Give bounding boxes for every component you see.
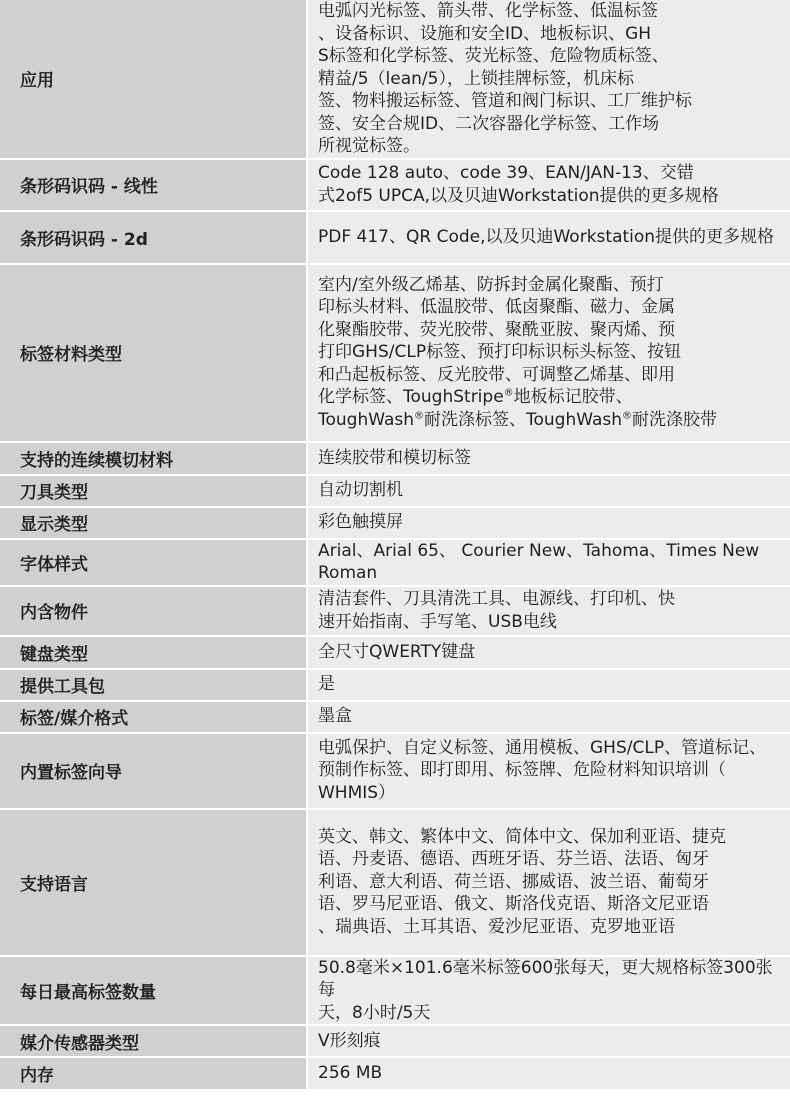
spec-label: 标签/媒介格式	[0, 701, 307, 733]
spec-value-line: 打印GHS/CLP标签、预打印标识标头标签、按钮	[318, 342, 682, 363]
spec-row	[0, 733, 790, 809]
spec-value-line: 语、丹麦语、德语、西班牙语、芬兰语、法语、匈牙	[318, 849, 709, 870]
spec-value-line: 全尺寸QWERTY键盘	[318, 641, 476, 662]
spec-value	[307, 669, 790, 701]
spec-value	[307, 636, 790, 669]
spec-value-line: S标签和化学标签、荧光标签、危险物质标签、	[318, 46, 669, 66]
spec-value-line: 256 MB	[318, 1063, 383, 1084]
spec-value-line: Code 128 auto、code 39、EAN/JAN-13、交错	[318, 163, 694, 183]
spec-value-line: 50.8毫米×101.6毫米标签600张每天，更大规格标签300张每	[318, 957, 773, 1000]
spec-value-line: 所视觉标签。	[318, 136, 420, 156]
spec-value-line: 、瑞典语、土耳其语、爱沙尼亚语、克罗地亚语	[318, 916, 675, 937]
spec-label: 标签材料类型	[0, 264, 307, 442]
spec-value	[307, 507, 790, 539]
spec-label: 内置标签向导	[0, 733, 307, 809]
spec-row	[0, 442, 790, 475]
spec-label: 字体样式	[0, 539, 307, 586]
spec-label: 每日最高标签数量	[0, 956, 307, 1026]
spec-row	[0, 809, 790, 956]
spec-value	[307, 159, 790, 211]
spec-value-line: 英文、韩文、繁体中文、简体中文、保加利亚语、捷克	[318, 826, 726, 847]
spec-value-line: 室内/室外级乙烯基、防拆封金属化聚酯、预打	[318, 274, 664, 295]
spec-row	[0, 636, 790, 669]
spec-row	[0, 211, 790, 264]
spec-value	[307, 733, 790, 809]
spec-value-line: 电弧保护、自定义标签、通用模板、GHS/CLP、管道标记、	[318, 737, 767, 758]
spec-value	[307, 1025, 790, 1057]
spec-value-line: 自动切割机	[318, 480, 403, 501]
spec-value-line: 清洁套件、刀具清洗工具、电源线、打印机、快	[318, 589, 675, 609]
spec-row	[0, 159, 790, 211]
spec-row	[0, 956, 790, 1026]
spec-value-line: 语、罗马尼亚语、俄文、斯洛伐克语、斯洛文尼亚语	[318, 894, 709, 915]
spec-value-line: 化聚酯胶带、荧光胶带、聚酰亚胺、聚丙烯、预	[318, 319, 675, 340]
spec-value-line: 签、物料搬运标签、管道和阀门标识、工厂维护标	[318, 91, 692, 111]
spec-row	[0, 701, 790, 733]
spec-value-line: WHMIS）	[318, 782, 396, 803]
spec-value-line: 彩色触摸屏	[318, 512, 403, 533]
spec-value-line: 化学标签、ToughStripe®地板标记胶带、	[318, 387, 633, 408]
spec-value-line: 印标头材料、低温胶带、低卤聚酯、磁力、金属	[318, 297, 675, 318]
spec-value-line: 电弧闪光标签、箭头带、化学标签、低温标签	[318, 1, 658, 21]
spec-row	[0, 539, 790, 586]
spec-label: 支持语言	[0, 809, 307, 956]
spec-value-line: ToughWash®耐洗涤标签、ToughWash®耐洗涤胶带	[318, 409, 718, 430]
spec-value	[307, 956, 790, 1026]
spec-label: 应用	[0, 0, 307, 159]
spec-row	[0, 264, 790, 442]
spec-value-line: 、设备标识、设施和安全ID、地板标识、GH	[318, 23, 652, 44]
spec-row	[0, 669, 790, 701]
spec-value	[307, 442, 790, 475]
spec-value-line: PDF 417、QR Code,以及贝迪Workstation提供的更多规格	[318, 226, 775, 247]
spec-value	[307, 539, 790, 586]
spec-value	[307, 586, 790, 636]
spec-label: 内存	[0, 1057, 307, 1090]
spec-value-line: 连续胶带和模切标签	[318, 447, 471, 468]
spec-value	[307, 0, 790, 159]
spec-label: 提供工具包	[0, 669, 307, 701]
spec-label: 支持的连续模切材料	[0, 442, 307, 475]
spec-value-line: 和凸起板标签、反光胶带、可调整乙烯基、即用	[318, 364, 675, 385]
spec-value-line: 利语、意大利语、荷兰语、挪威语、波兰语、葡萄牙	[318, 871, 709, 892]
spec-value-line: 是	[318, 674, 335, 695]
spec-value	[307, 264, 790, 442]
spec-value-line: 墨盒	[318, 706, 352, 727]
spec-value-line: 预制作标签、即打即用、标签牌、危险材料知识培训（	[318, 760, 726, 781]
spec-row	[0, 507, 790, 539]
spec-value-line: 速开始指南、手写笔、USB电线	[318, 611, 557, 632]
spec-value-line: 天，8小时/5天	[318, 1002, 431, 1023]
spec-row	[0, 475, 790, 507]
spec-label: 显示类型	[0, 507, 307, 539]
spec-value	[307, 475, 790, 507]
spec-label: 媒介传感器类型	[0, 1025, 307, 1057]
spec-label: 键盘类型	[0, 636, 307, 669]
spec-value-line: Arial、Arial 65、 Courier New、Tahoma、Times New Roman	[318, 540, 760, 583]
spec-value	[307, 809, 790, 956]
spec-value-line: 精益/5（lean/5），上锁挂牌标签，机床标	[318, 68, 634, 89]
spec-value-line: 式2of5 UPCA,以及贝迪Workstation提供的更多规格	[318, 185, 719, 206]
spec-value-line: V形刻痕	[318, 1030, 381, 1051]
spec-row	[0, 1025, 790, 1057]
spec-label: 条形码识码 - 2d	[0, 211, 307, 264]
spec-value	[307, 701, 790, 733]
spec-value	[307, 211, 790, 264]
spec-label: 刀具类型	[0, 475, 307, 507]
spec-label: 条形码识码 - 线性	[0, 159, 307, 211]
spec-value	[307, 1057, 790, 1090]
spec-row	[0, 0, 790, 159]
spec-row	[0, 1057, 790, 1090]
spec-row	[0, 586, 790, 636]
spec-value-line: 签、安全合规ID、二次容器化学标签、工作场	[318, 113, 660, 134]
spec-label: 内含物件	[0, 586, 307, 636]
